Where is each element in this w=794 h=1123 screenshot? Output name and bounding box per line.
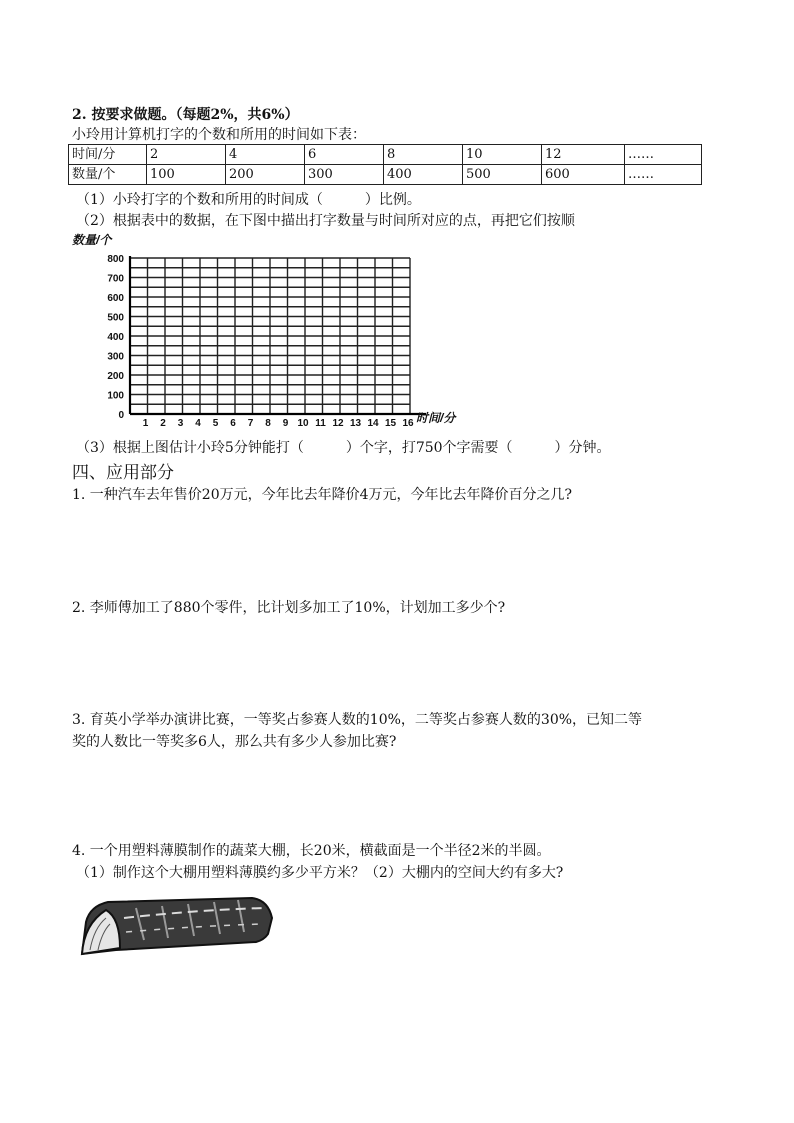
x-tick-label: 10 [297, 418, 309, 429]
y-tick-label: 300 [107, 351, 124, 363]
y-axis-label: 数量/个 [72, 233, 112, 247]
y-tick-label: 500 [107, 312, 124, 324]
y-tick-label: 400 [107, 332, 124, 343]
y-tick-label: 800 [107, 254, 124, 265]
problem-3-line-2: 奖的人数比一等奖多6人，那么共有多少人参加比赛? [72, 734, 397, 750]
table-cell: 8 [384, 145, 463, 165]
table-cell: 2 [147, 145, 226, 165]
problem-4-line-1: 4. 一个用塑料薄膜制作的蔬菜大棚，长20米，横截面是一个半径2米的半圆。 [72, 843, 551, 859]
x-tick-label: 14 [367, 418, 379, 429]
problem-1: 1. 一种汽车去年售价20万元，今年比去年降价4万元，今年比去年降价百分之几? [72, 487, 573, 503]
data-table [68, 144, 702, 185]
x-tick-label: 3 [177, 418, 184, 429]
x-tick-label: 6 [230, 418, 236, 429]
blank-coordinate-grid[interactable] [70, 230, 490, 430]
problem-2: 2. 李师傅加工了880个零件，比计划多加工了10%，计划加工多少个? [72, 600, 506, 616]
table-cell: 100 [147, 165, 226, 185]
question-2: （2）根据表中的数据，在下图中描出打字数量与时间所对应的点，再把它们按顺 [76, 213, 575, 229]
table-cell: …… [625, 145, 702, 165]
greenhouse-tunnel-illustration [76, 888, 276, 960]
x-tick-label: 8 [265, 418, 271, 429]
table-cell: 6 [305, 145, 384, 165]
x-tick-label: 9 [282, 418, 289, 429]
section2-intro: 小玲用计算机打字的个数和所用的时间如下表： [72, 127, 366, 143]
section2-title: 2. 按要求做题。（每题2%，共6%） [72, 107, 299, 123]
chart-axes [130, 256, 426, 414]
table-cell: 400 [384, 165, 463, 185]
x-tick-label: 12 [332, 418, 344, 429]
table-cell: 300 [305, 165, 384, 185]
section4-title: 四、应用部分 [72, 463, 174, 483]
question-1: （1）小玲打字的个数和所用的时间成（ ）比例。 [76, 192, 421, 208]
x-tick-label: 4 [195, 418, 201, 429]
table-cell: …… [625, 165, 702, 185]
x-tick-label: 11 [315, 418, 326, 429]
x-axis-label: 时间/分 [416, 411, 456, 425]
problem-3-line-1: 3. 育英小学举办演讲比赛，一等奖占参赛人数的10%，二等奖占参赛人数的30%，已知二等 [72, 712, 643, 728]
table-cell: 12 [542, 145, 625, 165]
table-cell: 4 [226, 145, 305, 165]
table-row [69, 165, 702, 185]
y-tick-label: 700 [107, 273, 124, 285]
table-cell: 200 [226, 165, 305, 185]
table-cell: 数量/个 [69, 165, 147, 185]
table-cell: 600 [542, 165, 625, 185]
y-tick-label: 200 [107, 371, 124, 382]
x-tick-labels [143, 418, 414, 429]
problem-4-line-2: （1）制作这个大棚用塑料薄膜约多少平方米？（2）大棚内的空间大约有多大? [76, 865, 564, 881]
x-tick-label: 1 [142, 418, 149, 429]
x-tick-label: 15 [384, 418, 397, 429]
y-tick-label: 100 [107, 390, 124, 402]
grid-lines [130, 258, 410, 414]
x-tick-label: 7 [247, 418, 254, 429]
question-3: （3）根据上图估计小玲5分钟能打（ ）个字，打750个字需要（ ）分钟。 [76, 440, 611, 456]
x-tick-label: 5 [212, 418, 219, 429]
table-cell: 500 [463, 165, 542, 185]
table-cell: 时间/分 [69, 145, 147, 165]
x-tick-label: 16 [402, 418, 414, 429]
x-tick-label: 2 [160, 418, 166, 429]
y-tick-labels [107, 254, 124, 421]
y-tick-label: 0 [118, 410, 124, 421]
table-cell: 10 [463, 145, 542, 165]
y-tick-label: 600 [107, 293, 124, 304]
x-tick-label: 13 [349, 418, 362, 429]
table-row [69, 145, 702, 165]
